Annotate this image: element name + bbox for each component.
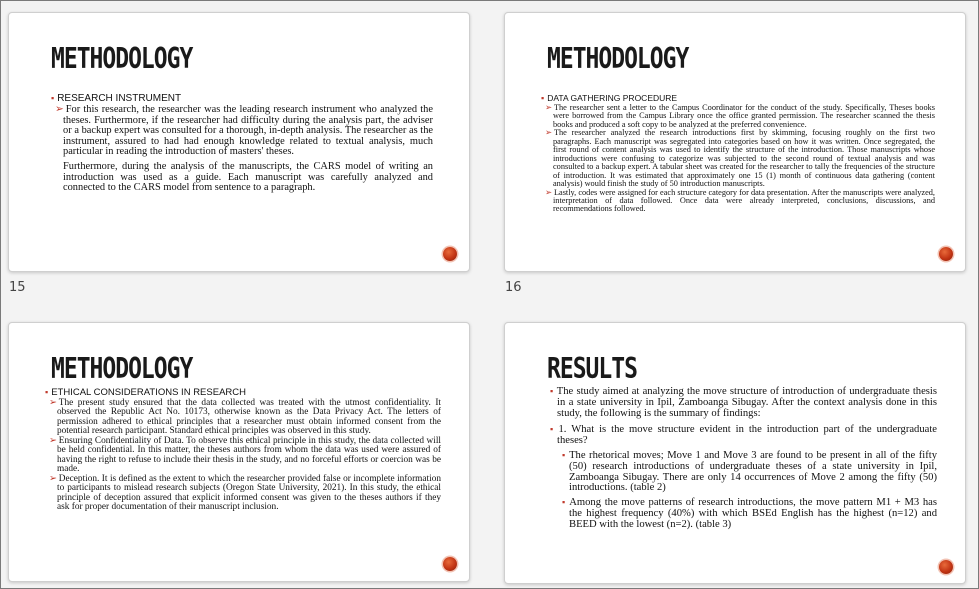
slide-number: 15 <box>9 280 26 295</box>
slide-title: METHODOLOGY <box>51 43 193 76</box>
arrow-bullet-icon: ➢ <box>49 473 57 484</box>
arrow-bullet-icon: ➢ <box>545 187 552 197</box>
square-bullet-icon: ▪ <box>550 386 554 396</box>
arrow-bullet-icon: ➢ <box>55 104 64 115</box>
slide-title: METHODOLOGY <box>51 353 193 386</box>
arrow-bullet-icon: ➢ <box>49 435 57 446</box>
bullet-point: ➢ The present study ensured that the data collected was treated with the utmost confidentiality. It observed the Republic Act No. 10173, otherwise known as the Data Privacy Act. The letters of permission adhered to ethical principles that a researcher must obtain informed consent from the potential research participant. Standard ethical principles was observed in this study. <box>49 398 441 437</box>
slide-thumbnail-17[interactable] <box>8 322 470 582</box>
arrow-bullet-icon: ➢ <box>49 398 57 408</box>
square-bullet-icon: ▪ <box>562 497 567 508</box>
section-heading: ▪ RESEARCH INSTRUMENT <box>51 93 182 104</box>
slide-marker-icon <box>443 247 457 261</box>
square-bullet-icon: ▪ <box>541 93 545 103</box>
slide-thumbnail-15[interactable] <box>8 12 470 272</box>
bullet-point: ➢ Ensuring Confidentiality of Data. To observe this ethical principle in this study, the data collected will be held confidential. In this matter, the theses authors from whom the data was used were assured of having the right to refuse to include their thesis in the study, and no forceful efforts or coercion was be made. <box>49 435 441 475</box>
slide-marker-icon <box>939 247 953 261</box>
bullet-point: ➢ Deception. It is defined as the extent to which the researcher provided false or incomplete information to participants to mislead research subjects (Oregon State University, 2021). In this study, the ethical principle of deception assured that explicit informed consent was given to the theses authors if they ask for proper documentation of their manuscript inclusion. <box>49 473 441 513</box>
slide-body <box>541 93 935 214</box>
square-bullet-icon: ▪ <box>562 449 567 460</box>
finding-item: ▪ Among the move patterns of research introductions, the move pattern M1 + M3 has the highest frequency (40%) with which BSEd English has the highest (n=12) and BEED with the lowest (n=2). (table 3) <box>562 497 937 530</box>
slide-thumbnail-16[interactable] <box>504 12 966 272</box>
square-bullet-icon: ▪ <box>45 387 49 397</box>
slide-title: METHODOLOGY <box>547 43 689 76</box>
arrow-bullet-icon: ➢ <box>545 103 552 112</box>
slide-body <box>51 93 433 194</box>
slide-thumbnail-18[interactable] <box>504 322 966 584</box>
slide-number: 16 <box>505 280 522 295</box>
square-bullet-icon: ▪ <box>550 424 556 435</box>
paragraph: Furthermore, during the analysis of the manuscripts, the CARS model of writing an introduction was used as a guide. Each manuscript was carefully analyzed and connected to the CARS model from sentence to a paragraph. <box>63 161 433 194</box>
section-heading: ▪ DATA GATHERING PROCEDURE <box>541 93 678 103</box>
bullet-point: ➢ The researcher sent a letter to the Campus Coordinator for the conduct of the study. Specifically, Theses books were borrowed from the Campus Library once the office granted permission. The researcher scanned the thesis books and produced a soft copy to be analyzed at the preferred convenience. <box>545 103 935 129</box>
slide-marker-icon <box>443 557 457 571</box>
slide-marker-icon <box>939 560 953 574</box>
slide-body <box>45 387 441 513</box>
slide-title: RESULTS <box>547 353 637 386</box>
bullet-point: ➢ Lastly, codes were assigned for each structure category for data presentation. After the manuscripts were analyzed, interpretation of data followed. Once data were already interpreted, conclusions, discussions, and recommendations followed. <box>545 187 935 214</box>
bullet-point: ➢ The researcher analyzed the research introductions first by skimming, focusing roughly on the first two paragraphs. Each manuscript was segregated into categories based on how it was written. Once segregated, the first round of content analysis was used to identify the structure of the introduction. Those manuscripts whose introductions were confusing to categorize was subjected to the second round of textual analysis and was consulted to a backup expert. A tabular sheet was created for the researcher to tally the frequencies of the structure of introduction. It was estimated that approximately one 15 (1) month of continuous data gathering (content analysis) would finish the study of 50 introduction manuscripts. <box>545 128 935 189</box>
slide-body <box>549 387 937 531</box>
bullet-point: ▪ The study aimed at analyzing the move structure of introduction of undergraduate thesis in a state university in Ipil, Zamboanga Sibugay. After the context analysis done in this study, the following is the summary of findings: <box>550 386 937 419</box>
arrow-bullet-icon: ➢ <box>545 128 552 138</box>
bullet-point: ▪ 1. What is the move structure evident in the introduction part of the undergraduate theses? <box>550 424 937 447</box>
square-bullet-icon: ▪ <box>51 93 55 103</box>
finding-item: ▪ The rhetorical moves; Move 1 and Move 3 are found to be present in all of the fifty (50) research introductions of undergraduate theses of a state university in Ipil, Zamboanga Sibugay. There are only 14 occurrences of Move 2 among the fifty (50) introductions. (table 2) <box>562 449 937 494</box>
bullet-point: ➢ For this research, the researcher was the leading research instrument who analyzed the theses. Furthermore, if the researcher had difficulty during the analysis part, the adviser or a backup expert was consulted for a thorough, in-depth analysis. The researcher as the instrument, assured to had had enough knowledge related to textual analysis, much particular in reading the introduction of masters' theses. <box>55 104 433 158</box>
section-heading: ▪ ETHICAL CONSIDERATIONS IN RESEARCH <box>45 387 246 398</box>
